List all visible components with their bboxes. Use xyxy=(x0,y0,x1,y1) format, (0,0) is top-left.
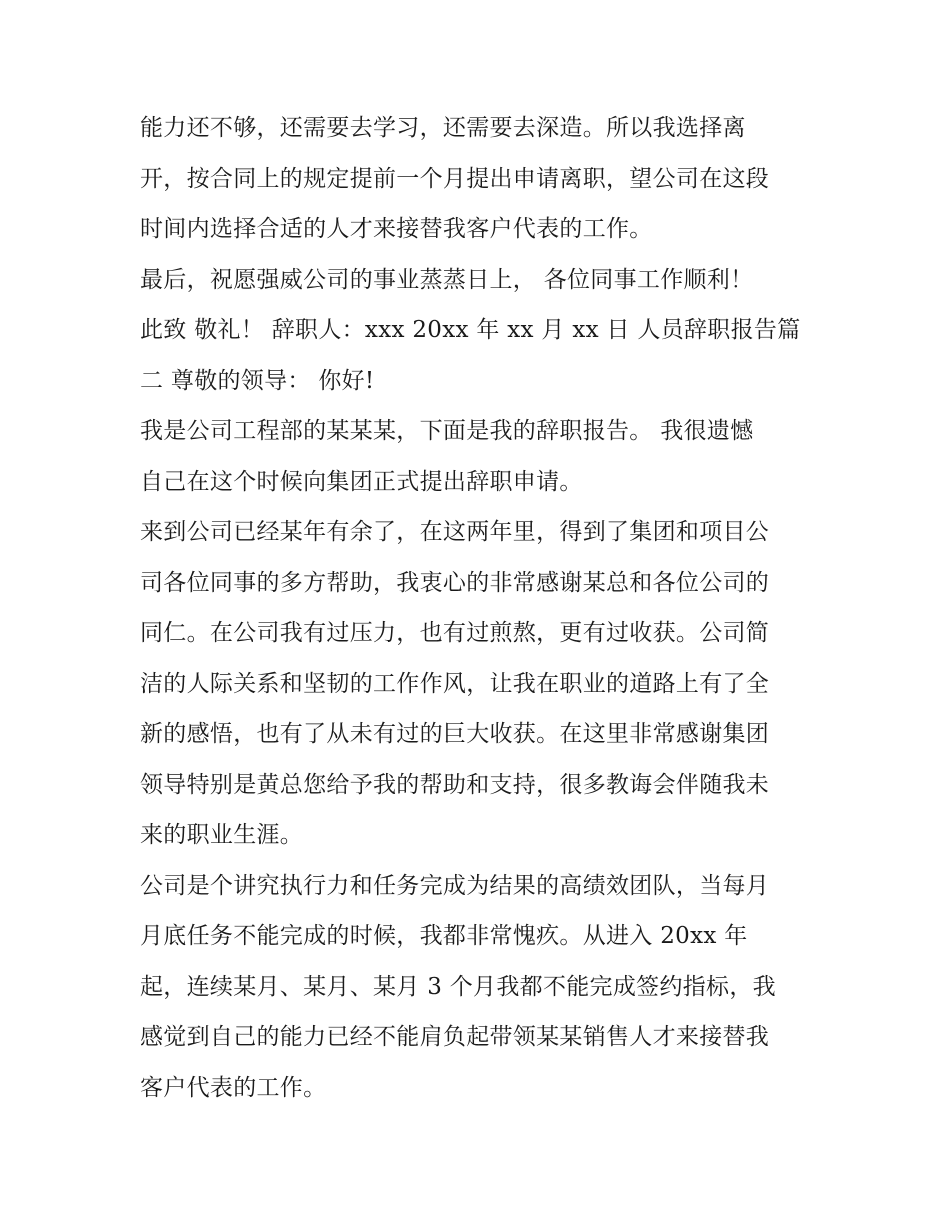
text-line: 起，连续某月、某月、某月 3 个月我都不能完成签约指标，我 xyxy=(140,973,776,1000)
text-line: 新的感悟，也有了从未有过的巨大收获。在这里非常感谢集团 xyxy=(140,721,770,747)
text-line: 自己在这个时候向集团正式提出辞职申请。 xyxy=(140,468,583,495)
text-line: 此致 敬礼！ 辞职人：xxx 20xx 年 xx 月 xx 日 人员辞职报告篇 xyxy=(140,317,801,343)
document-body xyxy=(140,103,820,1113)
text-line: 能力还不够，还需要去学习，还需要去深造。所以我选择离 xyxy=(140,115,746,141)
text-line: 二 尊敬的领导： 你好! xyxy=(140,367,375,394)
text-line: 司各位同事的多方帮助，我衷心的非常感谢某总和各位公司的 xyxy=(140,569,770,596)
text-line: 感觉到自己的能力已经不能肩负起带领某某销售人才来接替我 xyxy=(140,1024,770,1050)
text-line: 时间内选择合适的人才来接替我客户代表的工作。 xyxy=(140,216,653,242)
text-line: 公司是个讲究执行力和任务完成为结果的高绩效团队，当每月 xyxy=(140,872,770,899)
text-line: 同仁。在公司我有过压力，也有过煎熬，更有过收获。公司简 xyxy=(140,620,770,646)
text-line: 来的职业生涯。 xyxy=(140,822,304,848)
text-line: 月底任务不能完成的时候，我都非常愧疚。从进入 20xx 年 xyxy=(140,923,748,949)
text-line: 客户代表的工作。 xyxy=(140,1074,327,1101)
text-line: 最后，祝愿强威公司的事业蒸蒸日上， 各位同事工作顺利！ xyxy=(140,266,754,293)
text-line: 洁的人际关系和坚韧的工作作风，让我在职业的道路上有了全 xyxy=(140,670,770,697)
text-line: 开，按合同上的规定提前一个月提出申请离职，望公司在这段 xyxy=(140,165,770,192)
text-line: 领导特别是黄总您给予我的帮助和支持，很多教诲会伴随我未 xyxy=(140,771,770,798)
text-line: 来到公司已经某年有余了，在这两年里，得到了集团和项目公 xyxy=(140,519,770,545)
text-line: 我是公司工程部的某某某，下面是我的辞职报告。 我很遗憾 xyxy=(140,418,754,444)
